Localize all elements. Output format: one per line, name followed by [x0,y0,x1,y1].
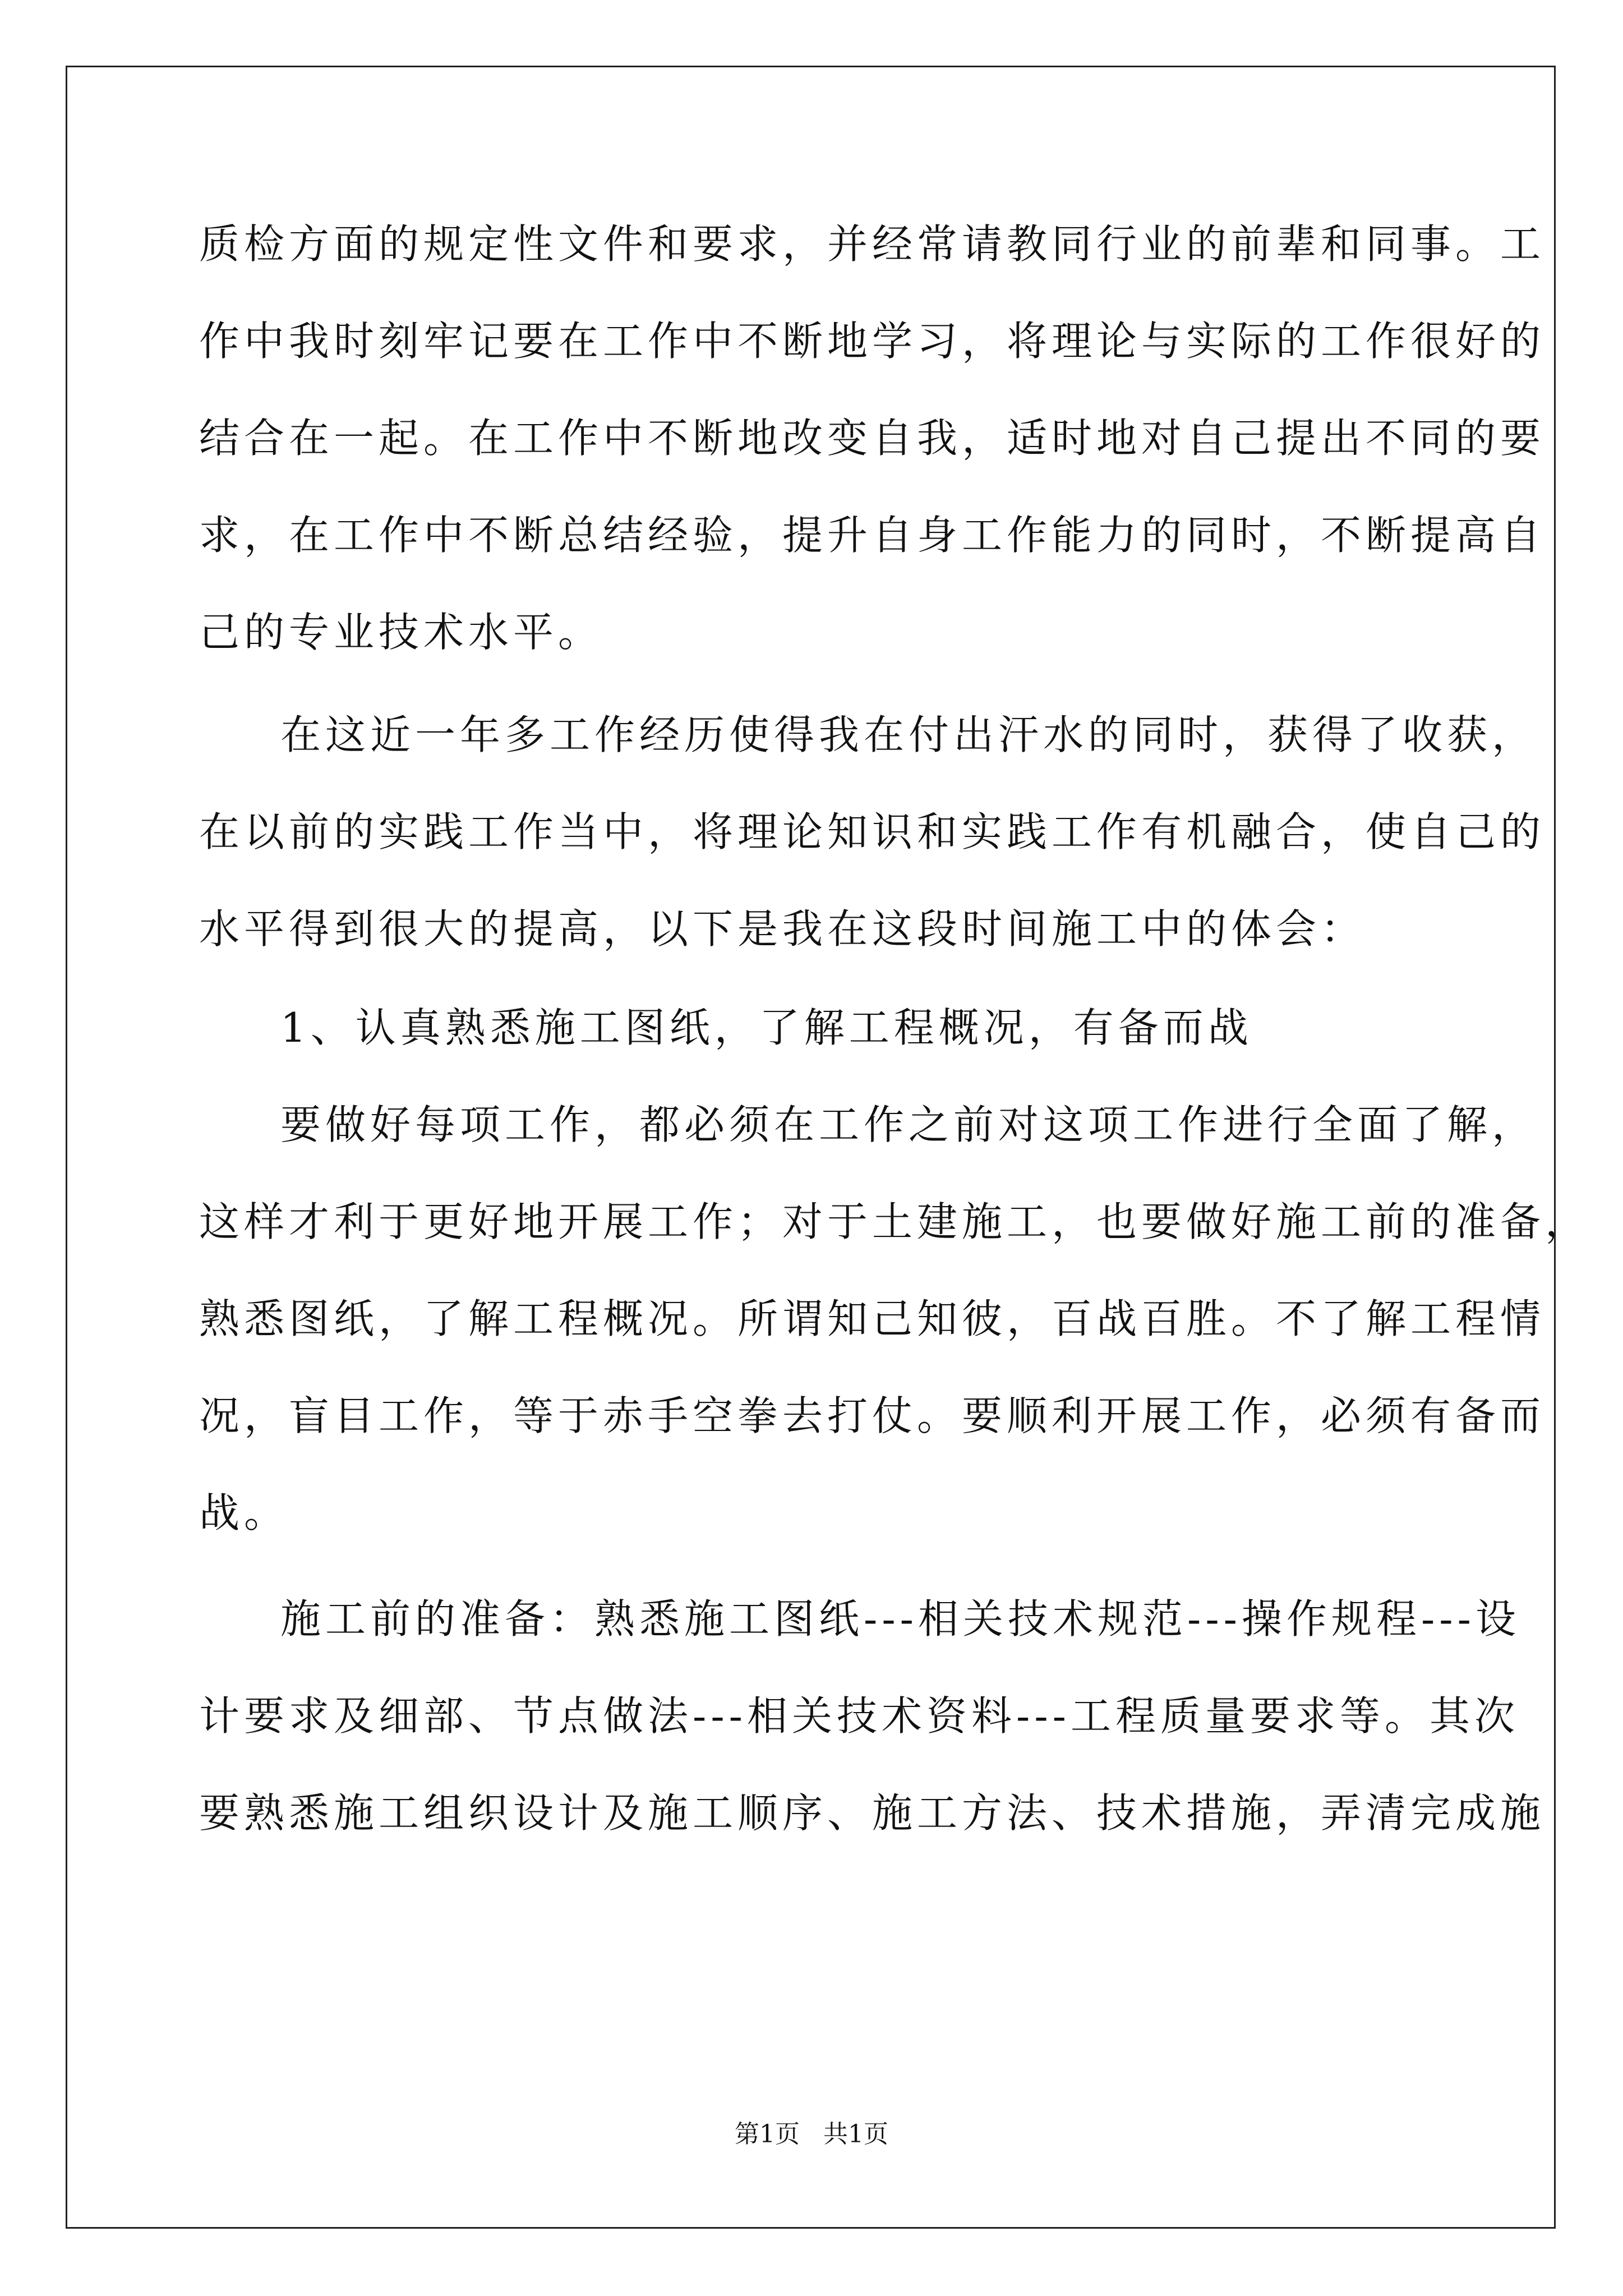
section-heading: 1、认真熟悉施工图纸，了解工程概况，有备而战 [280,1004,1253,1051]
text-line: 要做好每项工作，都必须在工作之前对这项工作进行全面了解， [280,1101,1537,1148]
text-line: 在以前的实践工作当中，将理论知识和实践工作有机融合，使自己的 [199,808,1546,855]
text-line: 作中我时刻牢记要在工作中不断地学习，将理论与实际的工作很好的 [199,318,1546,365]
text-line: 这样才利于更好地开展工作；对于土建施工，也要做好施工前的准备， [199,1198,1590,1245]
text-line: 在这近一年多工作经历使得我在付出汗水的同时，获得了收获， [280,711,1537,758]
text-line: 己的专业技术水平。 [199,609,603,656]
text-line: 战。 [199,1489,289,1536]
text-line: 要熟悉施工组织设计及施工顺序、施工方法、技术措施，弄清完成施 [199,1789,1546,1837]
text-line: 求，在工作中不断总结经验，提升自身工作能力的同时，不断提高自 [199,512,1546,559]
text-line: 质检方面的规定性文件和要求，并经常请教同行业的前辈和同事。工 [199,220,1546,268]
text-line: 施工前的准备：熟悉施工图纸---相关技术规范---操作规程---设 [280,1595,1520,1642]
text-line: 水平得到很大的提高，以下是我在这段时间施工中的体会： [199,905,1366,953]
text-line: 计要求及细部、节点做法---相关技术资料---工程质量要求等。其次 [199,1692,1519,1740]
text-line: 结合在一起。在工作中不断地改变自我，适时地对自己提出不同的要 [199,415,1546,462]
text-line: 熟悉图纸，了解工程概况。所谓知己知彼，百战百胜。不了解工程情 [199,1295,1546,1342]
text-line: 况，盲目工作，等于赤手空拳去打仗。要顺利开展工作，必须有备而 [199,1392,1546,1439]
page-number-footer: 第1页 共1页 [735,2120,888,2148]
